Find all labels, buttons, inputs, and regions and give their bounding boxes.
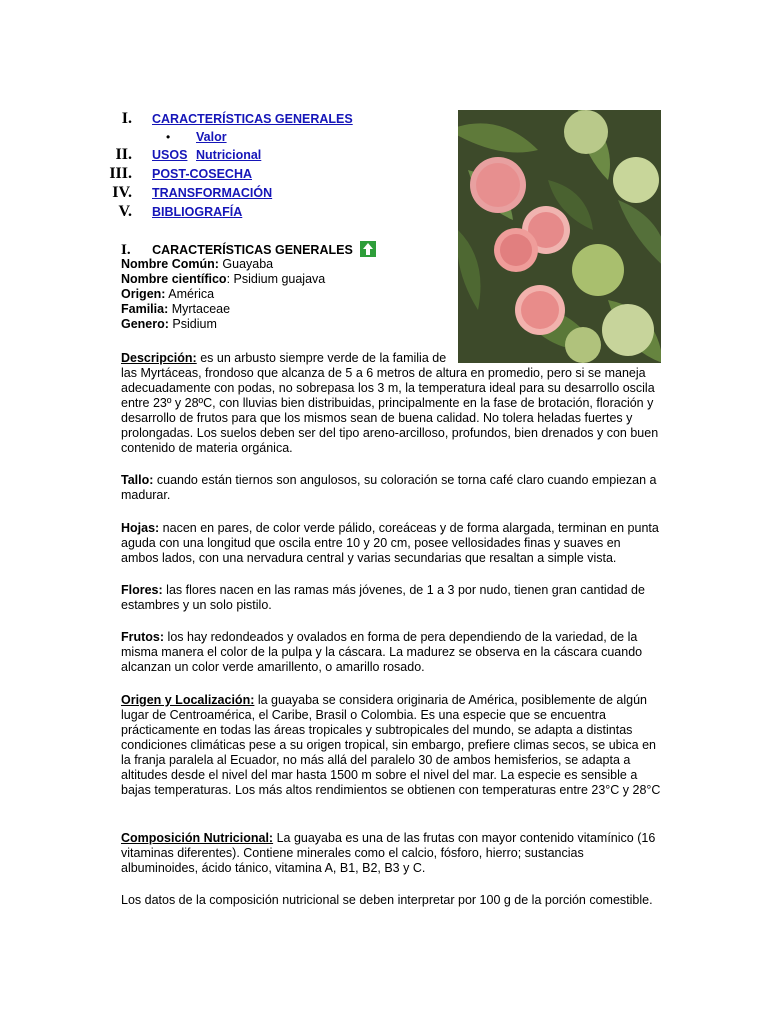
- flores-paragraph: Flores: las flores nacen en las ramas más jóvenes, de 1 a 3 por nudo, tienen gran cantidad de estambres y un solo pistilo.: [121, 583, 645, 612]
- tallo-paragraph: Tallo: cuando están tiernos son angulosos, su coloración se torna café claro cuando empiezan a madurar.: [121, 473, 657, 502]
- toc-link-transformacion[interactable]: TRANSFORMACIÓN: [152, 186, 273, 200]
- arrow-up-icon[interactable]: [360, 241, 376, 257]
- descripcion-first-line: Descripción: es un arbusto siempre verde de la familia de: [121, 351, 447, 365]
- hojas-paragraph: Hojas: nacen en pares, de color verde pálido, coreáceas y de forma alargada, terminan en punta aguda con una longitud que oscila entre 10 y 20 cm, posee vellosidades finas y suaves en ambos lados, con una nervadura central y varias secundarias que resaltan a simple vista.: [121, 521, 659, 565]
- toc-link-post-cosecha[interactable]: POST-COSECHA: [152, 167, 253, 181]
- section-title: CARACTERÍSTICAS GENERALES: [152, 243, 353, 257]
- composicion-paragraph: Composición Nutricional: La guayaba es una de las frutas con mayor contenido vitamínico (16 vitaminas diferentes). Contiene minerales como el calcio, fósforo, hierro; sustancias albuminoides, ácido tánico, vitamina A, B1, B2, B3 y C.: [121, 831, 656, 875]
- toc-link-caracteristicas[interactable]: CARACTERÍSTICAS GENERALES: [152, 112, 353, 126]
- datos-paragraph: Los datos de la composición nutricional se deben interpretar por 100 g de la porción comestible.: [121, 893, 653, 907]
- fact-nombre-cientifico: Nombre científico: Psidium guajava: [121, 272, 326, 286]
- toc-number: IV.: [112, 184, 132, 201]
- toc-number: II.: [115, 146, 132, 163]
- toc-number: V.: [118, 203, 132, 220]
- section-number: I.: [121, 242, 131, 258]
- bullet: •: [166, 130, 171, 144]
- frutos-paragraph: Frutos: los hay redondeados y ovalados en forma de pera dependiendo de la variedad, de la misma manera el color de la pulpa y la cáscara. La madurez se observa en la cáscara cuando alcanzan un color verde amarillento, o amarillo rosado.: [121, 630, 643, 674]
- origen-paragraph: Origen y Localización: la guayaba se considera originaria de América, posiblemente de algún lugar de Centroamérica, el Caribe, Brasil o Colombia. Es una especie que se encuentra prácticamente en todas las áreas tropicales y subtropicales del mundo, se adapta a distintas condiciones climáticas pese a su origen tropical, sin embargo, prefiere climas secos, se ubica en la franja paralela al Ecuador, no más allá del paralelo 30 de ambos hemisferios, se adapta a altitudes desde el nivel del mar hasta 1500 m sobre el nivel del mar. La especie es sensible a bajas temperaturas. Los más altos rendimientos se obtienen con temperaturas entre 23°C y 28°C: [121, 693, 661, 797]
- fact-nombre-comun: Nombre Común: Guayaba: [121, 257, 274, 271]
- descripcion-label: Descripción:: [121, 351, 197, 365]
- fact-familia: Familia: Myrtaceae: [121, 302, 231, 316]
- descripcion-paragraph: las Myrtáceas, frondoso que alcanza de 5 a 6 metros de altura en promedio, pero si se maneja adecuadamente con podas, no sobrepasa los 3 m, la temperatura ideal para su desarrollo oscila entre 23º y 28ºC, con lluvias bien distribuidas, principalmente en la fase de brotación, floración y desarrollo de frutos para que los mismos sean de buena calidad. No tolera heladas fuertes y prolongadas. Los suelos deben ser del tipo areno-arcilloso, profundos, bien drenados y con buen contenido de materia orgánica.: [121, 366, 659, 455]
- fact-genero: Genero: Psidium: [121, 317, 217, 331]
- toc-number: I.: [121, 110, 132, 127]
- toc-link-valor-nutricional[interactable]: Valor Nutricional: [196, 130, 262, 162]
- facts-list: [121, 257, 325, 332]
- toc-number: III.: [109, 165, 132, 182]
- guava-photo: [458, 110, 661, 363]
- fact-origen: Origen: América: [121, 287, 215, 301]
- toc-link-bibliografia[interactable]: BIBLIOGRAFÍA: [152, 205, 243, 219]
- toc-link-usos[interactable]: USOS: [152, 148, 188, 162]
